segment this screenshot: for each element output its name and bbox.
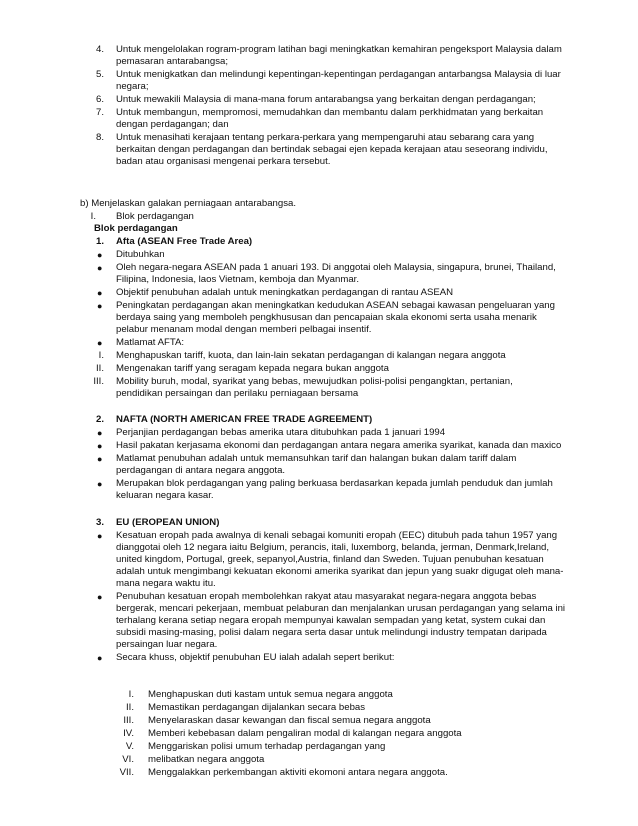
roman-number: II. [126,702,134,713]
bullet-text: mana negara waktu itu. [116,578,216,589]
nafta-title: NAFTA (NORTH AMERICAN FREE TRADE AGREEMENT) [116,414,373,425]
list-number: 3. [96,517,105,528]
subsection-label: Blok perdagangan [116,211,194,222]
roman-text: Menghapuskan tariff, kuota, dan lain-lain sekatan perdagangan di kalangan negara anggota [116,350,506,361]
bullet-text: keluaran negara kasar. [116,490,214,501]
bullet-text: dianggotai oleh 12 negara iaitu Belgium, perancis, itali, luxemborg, belanda, jerman, Denmark,Ireland, [116,542,550,553]
bullet-icon: ● [97,301,103,311]
list-text: Untuk membangun, mempromosi, memudahkan dan membantu dalam perkhidmatan yang berkaitan [116,107,544,118]
roman-text: Menggalakkan perkembangan aktiviti ekomoni antara negara anggota. [148,767,448,778]
bullet-text: Hasil pakatan kerjasama ekonomi dan perdagangan antara negara amerika syarikat, kanada dan maxico [116,440,562,451]
list-text: negara; [116,81,149,92]
blok-heading: Blok perdagangan [94,223,178,234]
list-number: 6. [96,94,105,105]
section-heading: b) Menjelaskan galakan perniagaan antarabangsa. [80,198,297,209]
list-number: 5. [96,69,105,80]
roman-text: melibatkan negara anggota [148,754,265,765]
bullet-text: Ditubuhkan [116,249,165,260]
bullet-icon: ● [97,441,103,451]
bullet-text: persaingan luar negara. [116,639,218,650]
roman-text: Memberi kebebasan dalam pengaliran modal di kalangan negara anggota [148,728,462,739]
bullet-icon: ● [97,263,103,273]
roman-number: III. [93,376,104,387]
roman-number: VI. [122,754,134,765]
roman-number: V. [125,741,134,752]
bullet-text: Perjanjian perdagangan bebas amerika utara ditubuhkan pada 1 januari 1994 [116,427,446,438]
list-number: 4. [96,44,105,55]
roman-text: Menghapuskan duti kastam untuk semua negara anggota [148,689,393,700]
bullet-icon: ● [97,428,103,438]
roman-text: Menggariskan polisi umum terhadap perdagangan yang [148,741,386,752]
roman-text: Mobility buruh, modal, syarikat yang bebas, mewujudkan polisi-polisi pengangktan, pertanian, [116,376,513,387]
eu-title: EU (EROPEAN UNION) [116,517,220,528]
bullet-text: Objektif penubuhan adalah untuk meningkatkan perdagangan di rantau ASEAN [116,287,454,298]
bullet-text: pelabur menanam modal dengan memberi pelbagai insentif. [116,324,372,335]
roman-number: VII. [119,767,134,778]
list-number: 2. [96,414,105,425]
list-text: Untuk mewakili Malaysia di mana-mana forum antarabangsa yang berkaitan dengan perdagangan; [116,94,536,105]
bullet-text: perdagangan di antara negara anggota. [116,465,286,476]
bullet-text: bergerak, mencari pekerjaan, membuat pelaburan dan menjalankan urusan perdagangan yang selama ini [116,603,566,614]
list-text: berkaitan dengan perdagangan dan bertindak sebagai ejen kepada kerajaan atau seseorang individu, [116,144,548,155]
roman-number: III. [123,715,134,726]
bullet-text: Kesatuan eropah pada awalnya di kenali sebagai komuniti eropah (EEC) ditubuh pada tahun 1957 yang [116,530,558,541]
list-number: 1. [96,236,105,247]
bullet-icon: ● [97,653,103,663]
list-text: Untuk menigkatkan dan melindungi kepentingan-kepentingan perdagangan antarbangsa Malaysia di luar [116,69,561,80]
roman-text: pendidikan persaingan dan perilaku perniagaan bersama [116,388,359,399]
roman-number: I. [128,689,134,700]
list-number: 7. [96,107,105,118]
bullet-icon: ● [97,454,103,464]
bullet-text: Peningkatan perdagangan akan meningkatkan kedudukan ASEAN sebagai kawasan pengeluaran yang [116,300,555,311]
bullet-text: united kingdom, Portugal, greek, sepanyol,Austria, finland dan Sweden. Tujuan penubuhan kesatuan [116,554,544,565]
list-text: Untuk mengelolakan rogram-program latihan bagi meningkatkan kemahiran pengeksport Malaysia dalam [116,44,562,55]
bullet-text: Merupakan blok perdagangan yang paling berkuasa berdasarkan kepada jumlah penduduk dan jumlah [116,478,553,489]
bullet-text: Filipina, Indonesia, laos Vietnam, kemboja dan Myanmar. [116,274,359,285]
bullet-icon: ● [97,479,103,489]
roman-number: IV. [123,728,134,739]
roman-text: Mengenakan tariff yang seragam kepada negara bukan anggota [116,363,389,374]
list-text: dengan perdagangan; dan [116,119,229,130]
roman-number: I. [98,350,104,361]
roman-text: Menyelaraskan dasar kewangan dan fiscal semua negara anggota [148,715,431,726]
roman-number: II. [96,363,104,374]
bullet-icon: ● [97,338,103,348]
bullet-text: Matlamat penubuhan adalah untuk memansuhkan tarif dan halangan bukan dalam tariff dalam [116,453,517,464]
list-text: Untuk menasihati kerajaan tentang perkara-perkara yang mempengaruhi atau sebarang cara yang [116,132,535,143]
bullet-text: berdaya saing yang memboleh pengkhususan dan pencapaian skala ekonomi serta usaha menarik [116,312,537,323]
bullet-text: subsidi masing-masing, polisi dalam negara serta dasar untuk melindungi industry tempatan daripada [116,627,547,638]
bullet-text: Matlamat AFTA: [116,337,185,348]
bullet-text: Secara khuss, objektif penubuhan EU ialah adalah sepert berikut: [116,652,395,663]
bullet-text: Penubuhan kesatuan eropah membolehkan rakyat atau masyarakat negara-negara anggota bebas [116,591,537,602]
list-number: 8. [96,132,105,143]
bullet-text: adalah untuk mengimbangi kekuatan ekonomi amerika syarikat dan jepun yang suakr digugat oleh mana- [116,566,564,577]
roman-text: Memastikan perdagangan dijalankan secara bebas [148,702,366,713]
list-text: badan atau organisasi mengenai perkara tersebut. [116,156,331,167]
list-text: pemasaran antarabangsa; [116,56,229,67]
afta-title: Afta (ASEAN Free Trade Area) [116,236,253,247]
bullet-icon: ● [97,250,103,260]
bullet-icon: ● [97,531,103,541]
bullet-text: terhalang kerana setiap negara eropah mempunyai kawalan sempadan yang ketat, system cukai dan [116,615,546,626]
bullet-text: Oleh negara-negara ASEAN pada 1 anuari 193. Di anggotai oleh Malaysia, singapura, brunei, Thailand, [116,262,556,273]
roman-number: I. [90,211,96,222]
bullet-icon: ● [97,288,103,298]
bullet-icon: ● [97,592,103,602]
